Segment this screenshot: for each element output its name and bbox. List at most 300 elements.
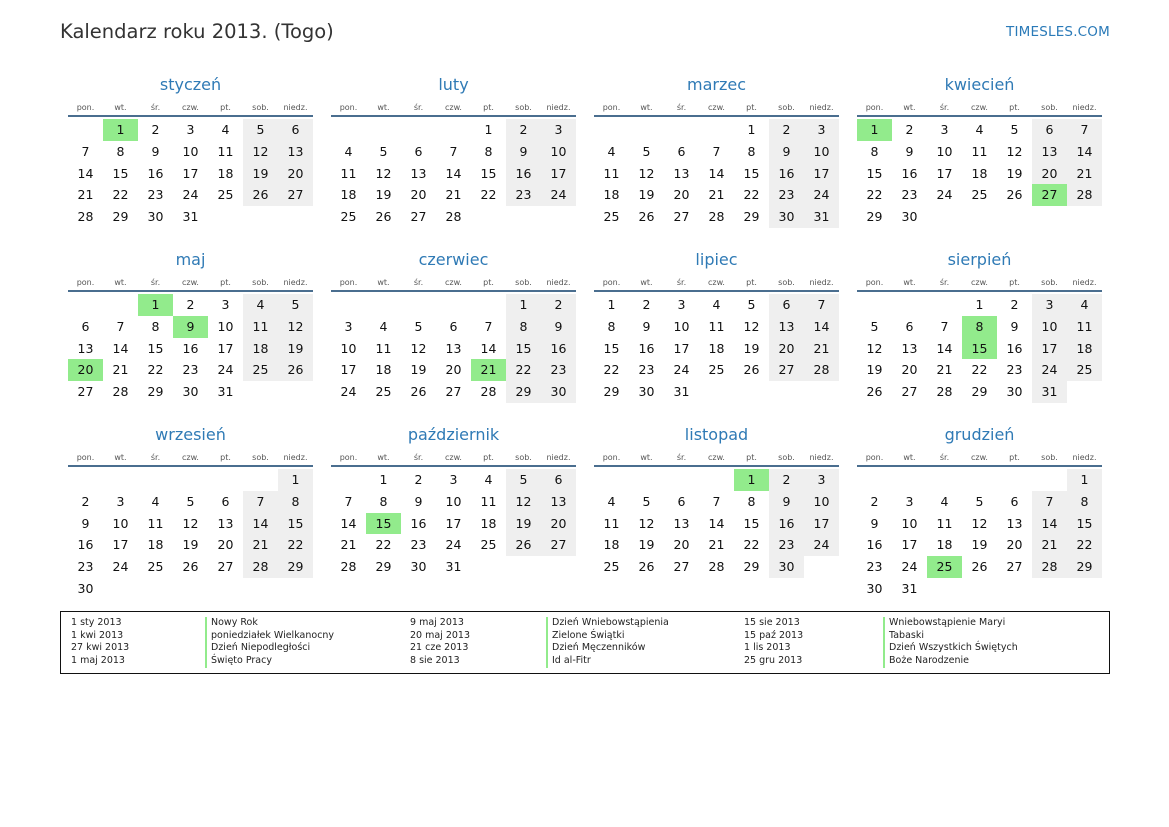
day-cell: 11 — [243, 316, 278, 338]
day-cell: 3 — [804, 469, 839, 491]
day-cell: 22 — [743, 537, 760, 553]
day-cell: 9 — [151, 143, 160, 159]
weekday-label: sob. — [515, 103, 532, 112]
day-cell: 4 — [975, 122, 984, 137]
day-cell: 28 — [112, 384, 129, 400]
day-cell: 20 — [541, 513, 576, 535]
month-calendar — [68, 248, 313, 423]
month-name: listopad — [684, 425, 749, 444]
day-cell: 25 — [147, 559, 164, 575]
day-cell: 2 — [870, 493, 879, 509]
day-cell: 7 — [484, 318, 493, 334]
holiday-date: 25 gru 2013 — [744, 655, 803, 667]
day-cell: 26 — [506, 534, 541, 556]
month-calendar — [68, 423, 313, 598]
day-cell: 14 — [243, 513, 278, 535]
day-cell: 14 — [480, 340, 497, 356]
day-cell: 26 — [1006, 187, 1023, 203]
day-cell: 9 — [541, 316, 576, 338]
weekday-label: niedz. — [809, 453, 834, 462]
empty-cell — [331, 294, 366, 316]
day-cell: 17 — [1032, 338, 1067, 360]
day-cell: 29 — [866, 209, 883, 225]
day-cell: 22 — [506, 359, 541, 381]
day-cell: 26 — [638, 209, 655, 225]
month-calendar — [594, 248, 839, 423]
day-cell: 16 — [147, 165, 164, 181]
day-cell: 24 — [673, 362, 690, 378]
day-cell: 16 — [541, 338, 576, 360]
day-cell: 19 — [410, 362, 427, 378]
site-link[interactable]: TIMESLES.COM — [1006, 24, 1110, 40]
weekday-label: sob. — [1041, 103, 1058, 112]
day-cell: 8 — [484, 143, 493, 159]
weekday-label: niedz. — [283, 278, 308, 287]
month-name: kwiecień — [944, 75, 1015, 94]
day-cell: 16 — [506, 163, 541, 185]
day-cell: 15 — [866, 165, 883, 181]
day-cell: 17 — [112, 537, 129, 553]
day-cell: 11 — [147, 515, 164, 531]
day-cell: 26 — [638, 559, 655, 575]
day-cell: 17 — [182, 165, 199, 181]
day-cell: 28 — [480, 384, 497, 400]
day-cell: 16 — [77, 537, 94, 553]
day-cell: 22 — [112, 187, 129, 203]
day-cell: 20 — [1006, 537, 1023, 553]
day-cell: 20 — [217, 537, 234, 553]
empty-cell — [366, 119, 401, 141]
day-cell: 30 — [541, 381, 576, 403]
day-cell: 31 — [673, 384, 690, 400]
days-grid — [594, 469, 839, 578]
day-cell: 5 — [1010, 122, 1019, 137]
day-cell: 9 — [905, 143, 914, 159]
day-cell: 24 — [541, 184, 576, 206]
day-cell: 18 — [340, 187, 357, 203]
day-cell: 20 — [445, 362, 462, 378]
weekday-label: sob. — [252, 453, 269, 462]
weekday-label: śr. — [413, 103, 424, 112]
day-cell: 18 — [480, 515, 497, 531]
day-cell: 28 — [1067, 184, 1102, 206]
weekday-label: pt. — [1009, 103, 1020, 112]
day-cell: 3 — [804, 119, 839, 141]
day-cell: 31 — [901, 580, 918, 596]
day-cell: 30 — [410, 559, 427, 575]
weekday-label: czw. — [445, 103, 462, 112]
day-cell: 3 — [221, 297, 230, 312]
weekday-label: czw. — [971, 278, 988, 287]
holiday-name: Nowy Rok — [205, 617, 334, 630]
day-cell: 21 — [1067, 163, 1102, 185]
day-cell: 27 — [278, 184, 313, 206]
day-cell: 21 — [243, 534, 278, 556]
empty-cell — [103, 294, 138, 316]
day-cell: 29 — [147, 384, 164, 400]
weekday-header — [68, 97, 313, 117]
day-cell: 5 — [414, 318, 423, 334]
holiday-name-column — [205, 617, 334, 668]
weekday-label: niedz. — [546, 453, 571, 462]
day-cell: 24 — [804, 184, 839, 206]
day-cell: 21 — [340, 537, 357, 553]
day-cell: 27 — [410, 209, 427, 225]
day-cell: 29 — [506, 381, 541, 403]
day-cell: 29 — [743, 209, 760, 225]
empty-cell — [436, 119, 471, 141]
day-cell: 10 — [112, 515, 129, 531]
month-name: lipiec — [695, 250, 738, 269]
day-cell: 4 — [607, 143, 616, 159]
holiday-name: Dzień Niepodległości — [205, 642, 334, 655]
holiday-date: 8 sie 2013 — [410, 655, 460, 667]
day-cell: 21 — [112, 362, 129, 378]
day-cell: 11 — [375, 340, 392, 356]
day-cell: 23 — [901, 187, 918, 203]
holiday-day-cell: 1 — [734, 469, 769, 491]
weekday-label: wt. — [377, 278, 390, 287]
day-cell: 3 — [541, 119, 576, 141]
day-cell: 11 — [708, 318, 725, 334]
empty-cell — [173, 469, 208, 491]
weekday-label: sob. — [252, 103, 269, 112]
day-cell: 11 — [603, 165, 620, 181]
day-cell: 24 — [182, 187, 199, 203]
months-grid — [68, 73, 1102, 598]
day-cell: 19 — [638, 537, 655, 553]
weekday-label: sob. — [1041, 278, 1058, 287]
day-cell: 6 — [414, 143, 423, 159]
weekday-label: niedz. — [283, 453, 308, 462]
day-cell: 6 — [769, 294, 804, 316]
day-cell: 31 — [182, 209, 199, 225]
day-cell: 1 — [484, 122, 493, 137]
day-cell: 19 — [866, 362, 883, 378]
holiday-date: 21 cze 2013 — [410, 642, 469, 654]
day-cell: 22 — [866, 187, 883, 203]
weekday-header — [594, 447, 839, 467]
day-cell: 13 — [673, 515, 690, 531]
day-cell: 23 — [1006, 362, 1023, 378]
day-cell: 12 — [638, 515, 655, 531]
weekday-label: pt. — [746, 453, 757, 462]
weekday-label: pt. — [483, 278, 494, 287]
day-cell: 26 — [410, 384, 427, 400]
day-cell: 24 — [804, 534, 839, 556]
day-cell: 27 — [673, 209, 690, 225]
day-cell: 10 — [445, 493, 462, 509]
day-cell: 1 — [975, 297, 984, 312]
holiday-date: 27 kwi 2013 — [71, 642, 130, 654]
weekday-label: pt. — [220, 278, 231, 287]
day-cell: 6 — [278, 119, 313, 141]
day-cell: 2 — [414, 472, 423, 487]
day-cell: 28 — [936, 384, 953, 400]
day-cell: 23 — [769, 184, 804, 206]
day-cell: 25 — [375, 384, 392, 400]
day-cell: 24 — [936, 187, 953, 203]
weekday-label: pon. — [602, 453, 621, 462]
day-cell: 10 — [1032, 316, 1067, 338]
day-cell: 12 — [1006, 143, 1023, 159]
day-cell: 25 — [340, 209, 357, 225]
day-cell: 11 — [217, 143, 234, 159]
day-cell: 13 — [217, 515, 234, 531]
holiday-day-cell: 1 — [857, 119, 892, 141]
holiday-name: Dzień Męczenników — [546, 642, 669, 655]
day-cell: 26 — [375, 209, 392, 225]
day-cell: 16 — [901, 165, 918, 181]
weekday-label: pt. — [1009, 278, 1020, 287]
empty-cell — [857, 469, 892, 491]
day-cell: 15 — [278, 513, 313, 535]
holiday-day-cell: 15 — [962, 338, 997, 360]
weekday-label: pt. — [483, 453, 494, 462]
month-calendar — [331, 423, 576, 598]
day-cell: 28 — [77, 209, 94, 225]
day-cell: 27 — [217, 559, 234, 575]
day-cell: 2 — [506, 119, 541, 141]
weekday-label: śr. — [939, 278, 950, 287]
day-cell: 20 — [673, 187, 690, 203]
empty-cell — [629, 119, 664, 141]
day-cell: 30 — [638, 384, 655, 400]
day-cell: 12 — [971, 515, 988, 531]
month-name: październik — [407, 425, 500, 444]
day-cell: 7 — [81, 143, 90, 159]
holiday-date: 1 kwi 2013 — [71, 629, 124, 641]
holiday-name: Dzień Wniebowstąpienia — [546, 617, 669, 630]
day-cell: 22 — [743, 187, 760, 203]
empty-cell — [366, 294, 401, 316]
day-cell: 10 — [340, 340, 357, 356]
day-cell: 14 — [340, 515, 357, 531]
days-grid — [331, 294, 576, 403]
weekday-label: wt. — [640, 453, 653, 462]
weekday-label: czw. — [182, 453, 199, 462]
day-cell: 18 — [708, 340, 725, 356]
weekday-header — [331, 272, 576, 292]
day-cell: 24 — [1032, 359, 1067, 381]
empty-cell — [243, 469, 278, 491]
weekday-label: pt. — [220, 103, 231, 112]
day-cell: 28 — [340, 559, 357, 575]
holiday-name: Wniebowstąpienie Maryi — [883, 617, 1018, 630]
empty-cell — [401, 294, 436, 316]
day-cell: 9 — [769, 141, 804, 163]
day-cell: 26 — [278, 359, 313, 381]
day-cell: 10 — [182, 143, 199, 159]
holiday-day-cell: 1 — [103, 119, 138, 141]
day-cell: 10 — [541, 141, 576, 163]
holiday-day-cell: 21 — [471, 359, 506, 381]
day-cell: 30 — [769, 206, 804, 228]
day-cell: 22 — [147, 362, 164, 378]
weekday-label: śr. — [150, 278, 161, 287]
day-cell: 13 — [541, 491, 576, 513]
day-cell: 5 — [870, 318, 879, 334]
weekday-label: wt. — [114, 103, 127, 112]
page-title: Kalendarz roku 2013. (Togo) — [60, 20, 334, 43]
day-cell: 4 — [243, 294, 278, 316]
days-grid — [68, 294, 313, 403]
day-cell: 21 — [708, 537, 725, 553]
day-cell: 8 — [747, 493, 756, 509]
weekday-label: czw. — [971, 453, 988, 462]
weekday-label: czw. — [708, 278, 725, 287]
empty-cell — [594, 119, 629, 141]
day-cell: 14 — [936, 340, 953, 356]
day-cell: 12 — [638, 165, 655, 181]
days-grid — [594, 119, 839, 228]
day-cell: 29 — [112, 209, 129, 225]
day-cell: 1 — [747, 122, 756, 137]
empty-cell — [138, 469, 173, 491]
day-cell: 3 — [449, 472, 458, 487]
day-cell: 13 — [673, 165, 690, 181]
empty-cell — [857, 294, 892, 316]
day-cell: 4 — [151, 493, 160, 509]
day-cell: 16 — [769, 163, 804, 185]
weekday-label: niedz. — [283, 103, 308, 112]
empty-cell — [997, 469, 1032, 491]
weekday-label: sob. — [515, 453, 532, 462]
empty-cell — [892, 469, 927, 491]
holiday-day-cell: 1 — [138, 294, 173, 316]
weekday-label: śr. — [939, 103, 950, 112]
day-cell: 17 — [936, 165, 953, 181]
day-cell: 8 — [151, 318, 160, 334]
day-cell: 24 — [445, 537, 462, 553]
day-cell: 18 — [603, 187, 620, 203]
day-cell: 9 — [1010, 318, 1019, 334]
weekday-label: niedz. — [1072, 453, 1097, 462]
month-name: czerwiec — [418, 250, 489, 269]
day-cell: 16 — [769, 513, 804, 535]
day-cell: 20 — [673, 537, 690, 553]
day-cell: 8 — [278, 491, 313, 513]
weekday-label: sob. — [252, 278, 269, 287]
day-cell: 19 — [375, 187, 392, 203]
holiday-name-column — [883, 617, 1018, 668]
holiday-date: 9 maj 2013 — [410, 617, 464, 628]
day-cell: 17 — [804, 163, 839, 185]
day-cell: 5 — [642, 493, 651, 509]
day-cell: 28 — [243, 556, 278, 578]
day-cell: 27 — [445, 384, 462, 400]
weekday-label: pon. — [865, 103, 884, 112]
day-cell: 1 — [506, 294, 541, 316]
day-cell: 20 — [769, 338, 804, 360]
day-cell: 29 — [603, 384, 620, 400]
month-calendar — [68, 73, 313, 248]
month-calendar — [857, 248, 1102, 423]
day-cell: 13 — [278, 141, 313, 163]
weekday-label: pon. — [602, 278, 621, 287]
day-cell: 13 — [1006, 515, 1023, 531]
weekday-label: niedz. — [546, 278, 571, 287]
day-cell: 18 — [147, 537, 164, 553]
empty-cell — [331, 469, 366, 491]
day-cell: 20 — [901, 362, 918, 378]
holiday-legend — [60, 611, 1110, 674]
day-cell: 11 — [603, 515, 620, 531]
day-cell: 29 — [1067, 556, 1102, 578]
empty-cell — [699, 119, 734, 141]
empty-cell — [962, 469, 997, 491]
holiday-date: 1 maj 2013 — [71, 655, 125, 667]
day-cell: 10 — [804, 491, 839, 513]
day-cell: 20 — [410, 187, 427, 203]
day-cell: 18 — [971, 165, 988, 181]
day-cell: 4 — [712, 297, 721, 312]
day-cell: 17 — [445, 515, 462, 531]
day-cell: 12 — [410, 340, 427, 356]
day-cell: 25 — [603, 559, 620, 575]
holiday-date: 15 paź 2013 — [744, 629, 804, 641]
day-cell: 11 — [480, 493, 497, 509]
holiday-name: Zielone Świątki — [546, 630, 669, 643]
day-cell: 30 — [1006, 384, 1023, 400]
month-name: marzec — [686, 75, 746, 94]
day-cell: 17 — [541, 163, 576, 185]
weekday-label: śr. — [150, 103, 161, 112]
weekday-header — [594, 272, 839, 292]
day-cell: 20 — [1032, 163, 1067, 185]
day-cell: 28 — [1032, 556, 1067, 578]
month-name: maj — [175, 250, 206, 269]
day-cell: 27 — [1006, 559, 1023, 575]
day-cell: 25 — [217, 187, 234, 203]
day-cell: 27 — [77, 384, 94, 400]
day-cell: 6 — [677, 493, 686, 509]
day-cell: 18 — [936, 537, 953, 553]
day-cell: 29 — [278, 556, 313, 578]
day-cell: 2 — [151, 122, 160, 137]
holiday-name: Id al-Fitr — [546, 655, 669, 668]
day-cell: 7 — [344, 493, 353, 509]
day-cell: 23 — [769, 534, 804, 556]
weekday-label: czw. — [445, 278, 462, 287]
day-cell: 5 — [506, 469, 541, 491]
day-cell: 6 — [1010, 493, 1019, 509]
day-cell: 21 — [1032, 534, 1067, 556]
day-cell: 9 — [870, 515, 879, 531]
day-cell: 27 — [541, 534, 576, 556]
weekday-label: niedz. — [809, 278, 834, 287]
holiday-date-column — [744, 617, 803, 668]
day-cell: 9 — [769, 491, 804, 513]
weekday-label: wt. — [114, 278, 127, 287]
holiday-date: 1 lis 2013 — [744, 642, 791, 654]
day-cell: 19 — [506, 513, 541, 535]
day-cell: 20 — [278, 163, 313, 185]
day-cell: 12 — [506, 491, 541, 513]
day-cell: 25 — [603, 209, 620, 225]
day-cell: 3 — [905, 493, 914, 509]
day-cell: 24 — [112, 559, 129, 575]
day-cell: 4 — [484, 472, 493, 487]
day-cell: 16 — [866, 537, 883, 553]
day-cell: 19 — [743, 340, 760, 356]
day-cell: 7 — [712, 143, 721, 159]
day-cell: 23 — [410, 537, 427, 553]
weekday-header — [68, 272, 313, 292]
weekday-label: niedz. — [546, 103, 571, 112]
month-name: styczeń — [159, 75, 222, 94]
day-cell: 8 — [607, 318, 616, 334]
